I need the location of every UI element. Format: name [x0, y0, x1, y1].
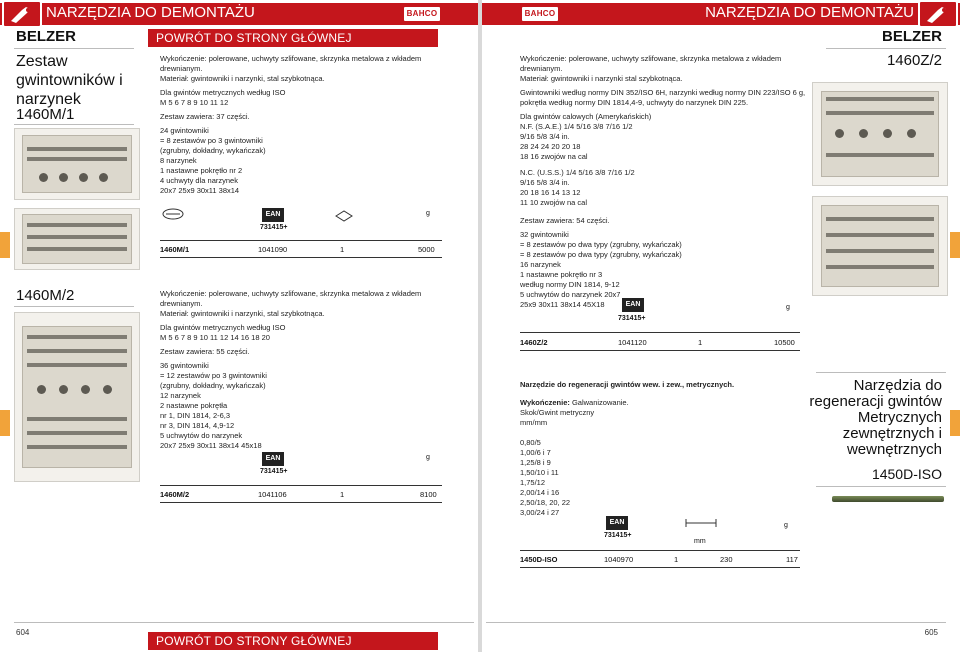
pitch-item: 2,00/14 i 16 [520, 488, 560, 497]
ean-code: 731415+ [260, 468, 288, 475]
pitch-label: Skok/Gwint metryczny [520, 408, 595, 417]
pitch-item: 0,80/5 [520, 438, 541, 447]
spacer [520, 428, 810, 438]
material-text: Materiał: gwintowniki i narzynki, stal szybkotnąca. [160, 74, 325, 83]
footer-divider [486, 622, 946, 623]
detail-line: 20x7 25x9 30x11 38x14 [160, 186, 240, 195]
detail-line: 25x9 30x11 38x14 45X18 [520, 300, 605, 309]
weight-cell: 8100 [420, 490, 437, 499]
contains-text: Zestaw zawiera: 55 części. [160, 347, 250, 356]
pitch-item: 1,25/8 i 9 [520, 458, 551, 467]
inch-line: N.F. (S.A.E.) 1/4 5/16 3/8 7/16 1/2 [520, 122, 633, 131]
product-photo-1460z2-b [812, 196, 948, 296]
detail-line: 36 gwintowniki [160, 361, 209, 370]
right-page [482, 0, 960, 652]
table-rule [520, 332, 800, 333]
detail-line: 8 narzynek [160, 156, 197, 165]
table-rule [160, 485, 442, 486]
die [59, 173, 68, 182]
pitch-unit: mm/mm [520, 418, 548, 427]
back-to-home-button[interactable]: POWRÓT DO STRONY GŁÓWNEJ [148, 29, 438, 47]
brand-name: BELZER [882, 28, 942, 45]
product-photo-1460m1-b [14, 208, 140, 270]
tap-row [826, 111, 933, 115]
brand-name: BELZER [16, 28, 76, 45]
ean-code: 731415+ [604, 532, 632, 539]
ean-code: 731415+ [260, 224, 288, 231]
tap-row [826, 153, 933, 157]
thread-file-tool [832, 496, 944, 502]
weight-icon: g [426, 454, 430, 461]
die [39, 173, 48, 182]
detail-line: = 8 zestawów po dwa typy (zgrubny, wykańczak) [520, 250, 682, 259]
product-photo-1460z2 [812, 82, 948, 186]
section-divider [14, 124, 134, 125]
finish-value: Galwanizowanie. [569, 398, 629, 407]
intro-text: Narzędzie do regeneracji gwintów wew. i zew., metrycznych. [520, 380, 735, 389]
table-rule [160, 257, 442, 258]
table-rule [520, 567, 800, 568]
detail-line: = 8 zestawów po 3 gwintowniki [160, 136, 263, 145]
sizes-list: M 5 6 7 8 9 10 11 12 [160, 98, 229, 107]
finish-text: Wykończenie: polerowane, uchwyty szlifowane, skrzynka metalowa z wkładem drewnianym. [160, 54, 422, 73]
side-tab [950, 410, 960, 436]
ean-box: EAN [622, 298, 644, 312]
detail-line: = 12 zestawów po 3 gwintowniki [160, 371, 267, 380]
set-title: Zestaw gwintowników i narzynek [16, 53, 123, 108]
finish-text: Wykończenie: polerowane, uchwyty szlifowane, skrzynka metalowa z wkładem drewnianym. [520, 54, 782, 73]
detail-line: (zgrubny, dokładny, wykańczak) [160, 381, 266, 390]
norms-text: Gwintowniki według normy DIN 352/ISO 6H, narzynki według normy DIN 223/ISO 6 g, pokrętła według normy DIN 1814,4-9, uchwyty do narzynek DIN 225. [520, 88, 806, 107]
page-number: 605 [924, 628, 938, 637]
product1-description [160, 54, 440, 196]
tap-row [27, 431, 126, 435]
weight-icon: g [426, 210, 430, 217]
inch-line: Dla gwintów calowych (Amerykańskich) [520, 112, 652, 121]
tap-row [27, 247, 126, 251]
material-text: Materiał: gwintowniki i narzynki stal szybkotnąca. [520, 74, 683, 83]
pitch-item: 1,50/10 i 11 [520, 468, 559, 477]
detail-line: według normy DIN 1814, 9-12 [520, 280, 620, 289]
product-code-cell: 1460Z/2 [520, 338, 548, 347]
belzer-tool-logo-icon [918, 0, 958, 28]
bahco-logo: BAHCO [403, 6, 441, 22]
ean-box: EAN [262, 452, 284, 466]
finish-label: Wykończenie: [520, 398, 570, 407]
qty-cell: 1 [674, 555, 679, 564]
sizes-intro: Dla gwintów metrycznych według ISO [160, 88, 286, 97]
inch-line: 18 16 zwojów na cal [520, 152, 588, 161]
detail-line: 24 gwintowniki [160, 126, 209, 135]
die [37, 385, 46, 394]
detail-line: 5 uchwytów do narzynek 20x7 [520, 290, 621, 299]
inch-line: 28 24 24 20 20 18 [520, 142, 581, 151]
contains-text: Zestaw zawiera: 37 części. [160, 112, 250, 121]
length-arrow-icon [684, 518, 718, 528]
tap-row [27, 223, 126, 227]
spacer [520, 208, 820, 216]
weight-cell: 117 [786, 555, 798, 564]
tap-row [27, 157, 126, 161]
product-code-cell: 1460M/1 [160, 245, 190, 254]
inch-line: 11 10 zwojów na cal [520, 198, 587, 207]
section-divider [816, 486, 946, 487]
ean-box: EAN [606, 516, 628, 530]
section-divider [816, 372, 946, 373]
detail-line: = 8 zestawów po dwa typy (zgrubny, wykańczak) [520, 240, 682, 249]
footer-divider [14, 622, 474, 623]
detail-line: (zgrubny, dokładny, wykańczak) [160, 146, 266, 155]
set-case [22, 135, 131, 194]
product-code-heading: 1450D-ISO [871, 466, 942, 482]
die [835, 129, 844, 138]
product-code-heading: 1460Z/2 [886, 52, 942, 69]
pitch-item: 2,50/18, 20, 22 [520, 498, 571, 507]
icon-row [160, 452, 440, 476]
product-photo-1460m2 [14, 312, 140, 482]
tap-row [27, 235, 126, 239]
detail-line: 32 gwintowniki [520, 230, 569, 239]
tap-row [27, 349, 126, 353]
detail-line: 20x7 25x9 30x11 38x14 45x18 [160, 441, 262, 450]
qty-cell: 1 [698, 338, 703, 347]
box-icon [162, 208, 184, 220]
detail-line: nr 3, DIN 1814, 4,9-12 [160, 421, 235, 430]
detail-line: 2 nastawne pokrętła [160, 401, 228, 410]
mm-label: mm [694, 538, 706, 545]
contains-text: Zestaw zawiera: 54 części. [520, 216, 610, 225]
icon-row [160, 208, 440, 232]
detail-line: 1 nastawne pokrętło nr 3 [520, 270, 603, 279]
qty-cell: 1 [340, 490, 345, 499]
icon-row [520, 516, 800, 545]
title-line: wewnętrznych [846, 441, 942, 458]
table-rule [160, 502, 442, 503]
sizes-list: M 5 6 7 8 9 10 11 12 14 16 18 20 [160, 333, 270, 342]
left-page [0, 0, 478, 652]
tap-row [27, 417, 126, 421]
detail-line: 16 narzynek [520, 260, 561, 269]
side-tab [0, 410, 10, 436]
back-to-home-button[interactable]: POWRÓT DO STRONY GŁÓWNEJ [148, 632, 438, 650]
icon-row [520, 298, 800, 322]
table-rule [520, 350, 800, 351]
product2-description [160, 289, 440, 451]
product-code-heading: 1460M/2 [16, 287, 75, 304]
inch-line: N.C. (U.S.S.) 1/4 5/16 3/8 7/16 1/2 [520, 168, 635, 177]
die [81, 385, 90, 394]
tap-row [826, 265, 933, 269]
title-line: Narzędzia do [853, 377, 942, 394]
material-text: Materiał: gwintowniki i narzynki, stal szybkotnąca. [160, 309, 325, 318]
side-tab [950, 232, 960, 258]
ean-box: EAN [262, 208, 284, 222]
product-photo-1460m1 [14, 128, 140, 200]
die [883, 129, 892, 138]
inch-line: 9/16 5/8 3/4 in. [520, 132, 570, 141]
pitch-item: 1,75/12 [520, 478, 546, 487]
pitch-item: 3,00/24 i 27 [520, 508, 560, 517]
product1-description [520, 54, 820, 310]
tap-row [27, 445, 126, 449]
weight-cell: 5000 [418, 245, 435, 254]
detail-line: 12 narzynek [160, 391, 201, 400]
tap-row [27, 335, 126, 339]
length-cell: 230 [720, 555, 733, 564]
bahco-logo: BAHCO [521, 6, 559, 22]
tap-row [27, 363, 126, 367]
detail-line: 5 uchwytów do narzynek [160, 431, 243, 440]
die [59, 385, 68, 394]
tap-row [826, 97, 933, 101]
die [907, 129, 916, 138]
table-rule [520, 550, 800, 551]
section-divider [14, 48, 134, 49]
right-header-title: NARZĘDZIA DO DEMONTAŻU [705, 4, 914, 21]
product-code-cell: 1450D-ISO [520, 555, 558, 564]
die [99, 173, 108, 182]
inch-line: 20 18 16 14 13 12 [520, 188, 581, 197]
article-number-cell: 1041090 [258, 245, 288, 254]
article-number-cell: 1040970 [604, 555, 634, 564]
weight-cell: 10500 [774, 338, 795, 347]
left-header-title: NARZĘDZIA DO DEMONTAŻU [46, 4, 255, 21]
title-line: zewnętrznych i [842, 425, 942, 442]
die [859, 129, 868, 138]
tap-row [27, 147, 126, 151]
table-rule [160, 240, 442, 241]
product-code-cell: 1460M/2 [160, 490, 190, 499]
detail-line: nr 1, DIN 1814, 2-6,3 [160, 411, 231, 420]
sizes-intro: Dla gwintów metrycznych według ISO [160, 323, 286, 332]
pitch-item: 1,00/6 i 7 [520, 448, 551, 457]
finish-text: Wykończenie: polerowane, uchwyty szlifowane, skrzynka metalowa z wkładem drewnianym. [160, 289, 422, 308]
tap-row [826, 249, 933, 253]
product2-description [520, 380, 810, 518]
product-code-heading: 1460M/1 [16, 106, 75, 123]
section-divider [826, 48, 946, 49]
page-number: 604 [16, 628, 30, 637]
detail-line: 1 nastawne pokrętło nr 2 [160, 166, 243, 175]
ean-code: 731415+ [618, 315, 646, 322]
title-line: regeneracji gwintów [809, 393, 942, 410]
article-number-cell: 1041106 [258, 490, 287, 499]
qty-cell: 1 [340, 245, 345, 254]
die [103, 385, 112, 394]
article-number-cell: 1041120 [618, 338, 647, 347]
weight-icon: g [784, 522, 788, 529]
tap-row [826, 217, 933, 221]
tap-row [826, 233, 933, 237]
die [79, 173, 88, 182]
detail-line: 4 uchwyty dla narzynek [160, 176, 238, 185]
belzer-tool-logo-icon [2, 0, 42, 28]
package-icon [334, 208, 354, 222]
section-divider [14, 306, 134, 307]
title-line: Metrycznych [857, 409, 942, 426]
inch-line: 9/16 5/8 3/4 in. [520, 178, 570, 187]
weight-icon: g [786, 304, 790, 311]
side-tab [0, 232, 10, 258]
